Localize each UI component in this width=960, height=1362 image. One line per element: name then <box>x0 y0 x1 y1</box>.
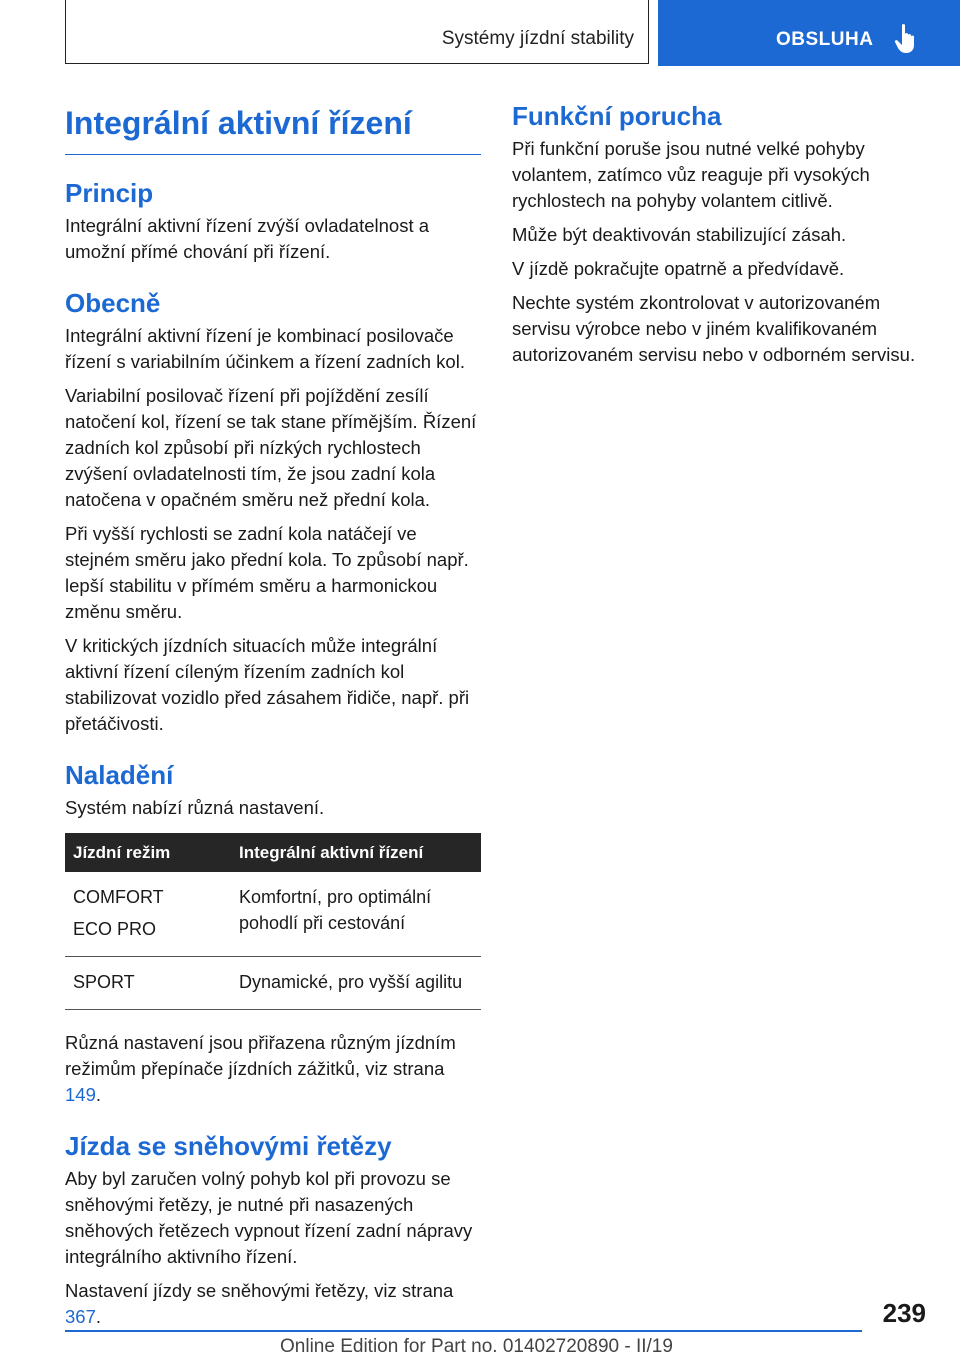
naladeni-paragraph-1: Systém nabízí různá nastavení. <box>65 797 325 818</box>
fault-paragraph-3: V jízdě pokračujte opatrně a předvídavě. <box>512 258 845 279</box>
section-tab <box>658 0 960 66</box>
mode-comfort: COMFORT <box>73 887 164 907</box>
naladeni-paragraph-2 <box>65 1030 481 1108</box>
obecne-paragraph-2: Variabilní posilovač řízení při pojíždění zesílí natočení kol, řízení se tak stane přímějším. Řízení zadních kol způsobí při nízkých rychlostech zvýšení ovladatelnosti tím, že jsou zadní kola natočena v opačném směru než přední kola. <box>65 385 477 510</box>
fault-paragraph-2: Může být deaktivován stabilizující zásah. <box>512 224 847 245</box>
obecne-paragraph-4: V kritických jízdních situacích může integrální aktivní řízení cíleným řízením zadních kol stabilizovat vozidlo před zásahem řidiče, např. při přetáčivosti. <box>65 635 470 734</box>
obecne-paragraph-3: Při vyšší rychlosti se zadní kola natáčejí ve stejném směru jako přední kola. To způsobí např. lepší stabilitu v přímém směru a harmonickou změnu směru. <box>65 523 469 622</box>
right-column <box>512 100 926 376</box>
naladeni-ref-text: Různá nastavení jsou přiřazena různým jízdním režimům přepínače jízdních zážitků, viz strana <box>65 1032 456 1079</box>
table-cell-modes <box>65 957 231 1010</box>
heading-princip: Princip <box>65 178 154 208</box>
page-number: 239 <box>882 1298 926 1328</box>
table-cell-value: Komfortní, pro optimální pohodlí při cestování <box>231 872 481 957</box>
heading-fault: Funkční porucha <box>512 101 722 131</box>
page-header <box>0 0 960 66</box>
heading-naladeni: Naladění <box>65 760 174 790</box>
footer-divider <box>65 1330 862 1332</box>
table-row <box>65 872 481 957</box>
heading-snow-chains: Jízda se sněhovými řetězy <box>65 1131 392 1161</box>
snow-ref-end: . <box>95 1306 102 1327</box>
mode-sport: SPORT <box>73 972 135 992</box>
snow-paragraph-1: Aby byl zaručen volný pohyb kol při provozu se sněhovými řetězy, je nutné při nasazených sněhových řetězech vypnout řízení zadní nápravy integrálního aktivního řízení. <box>65 1168 473 1267</box>
driving-mode-table <box>65 833 481 1010</box>
chapter-tab <box>65 0 649 64</box>
chapter-title: Systémy jízdní stability <box>441 28 634 49</box>
page-link-367[interactable]: 367 <box>65 1306 96 1327</box>
obecne-paragraph-1: Integrální aktivní řízení je kombinací posilovače řízení s variabilním účinkem a řízení zadních kol. <box>65 325 465 372</box>
pointing-hand-icon <box>894 23 920 55</box>
fault-paragraph-1: Při funkční poruše jsou nutné velké pohyby volantem, zatímco vůz reaguje při vysokých rychlostech na pohyby volantem citlivě. <box>512 138 870 211</box>
table-header-row <box>65 833 481 872</box>
snow-ref-text: Nastavení jízdy se sněhovými řetězy, viz strana <box>65 1280 454 1301</box>
snow-paragraph-2 <box>65 1278 481 1330</box>
table-cell-modes <box>65 872 231 957</box>
edition-info: Online Edition for Part no. 01402720890 - II/19 <box>280 1336 673 1357</box>
table-header-mode: Jízdní režim <box>65 833 231 872</box>
naladeni-ref-end: . <box>95 1084 102 1105</box>
table-header-steering: Integrální aktivní řízení <box>231 833 481 872</box>
page-link-149[interactable]: 149 <box>65 1084 96 1105</box>
table-row <box>65 957 481 1010</box>
left-column <box>65 100 481 1338</box>
mode-eco-pro: ECO PRO <box>73 919 157 939</box>
page-title: Integrální aktivní řízení <box>65 100 481 155</box>
fault-paragraph-4: Nechte systém zkontrolovat v autorizovaném servisu výrobce nebo v jiném kvalifikovaném autorizovaném servisu nebo v odborném servisu. <box>512 292 916 365</box>
section-label: OBSLUHA <box>776 29 874 50</box>
table-cell-value: Dynamické, pro vyšší agilitu <box>231 957 481 1010</box>
princip-paragraph: Integrální aktivní řízení zvýší ovladatelnost a umožní přímé chování při řízení. <box>65 215 430 262</box>
heading-obecne: Obecně <box>65 288 161 318</box>
